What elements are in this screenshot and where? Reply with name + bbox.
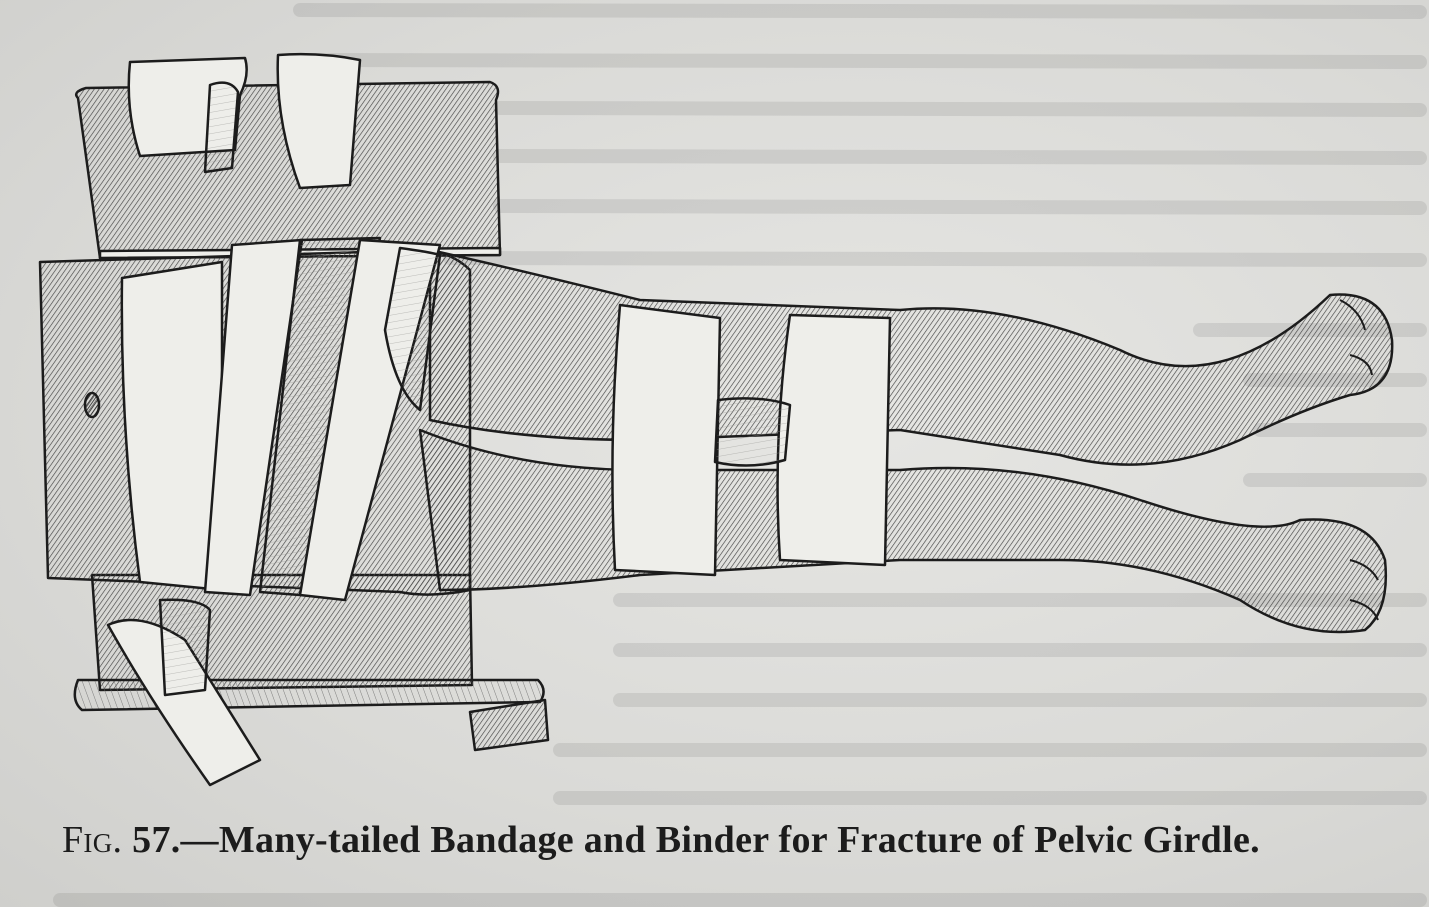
caption-number: 57. — [132, 819, 181, 861]
figure-caption — [62, 818, 1392, 862]
caption-label: Fig. — [62, 819, 123, 861]
caption-separator: — — [180, 819, 219, 861]
caption-title: Many-tailed Bandage and Binder for Fracture of Pelvic Girdle. — [218, 819, 1260, 861]
